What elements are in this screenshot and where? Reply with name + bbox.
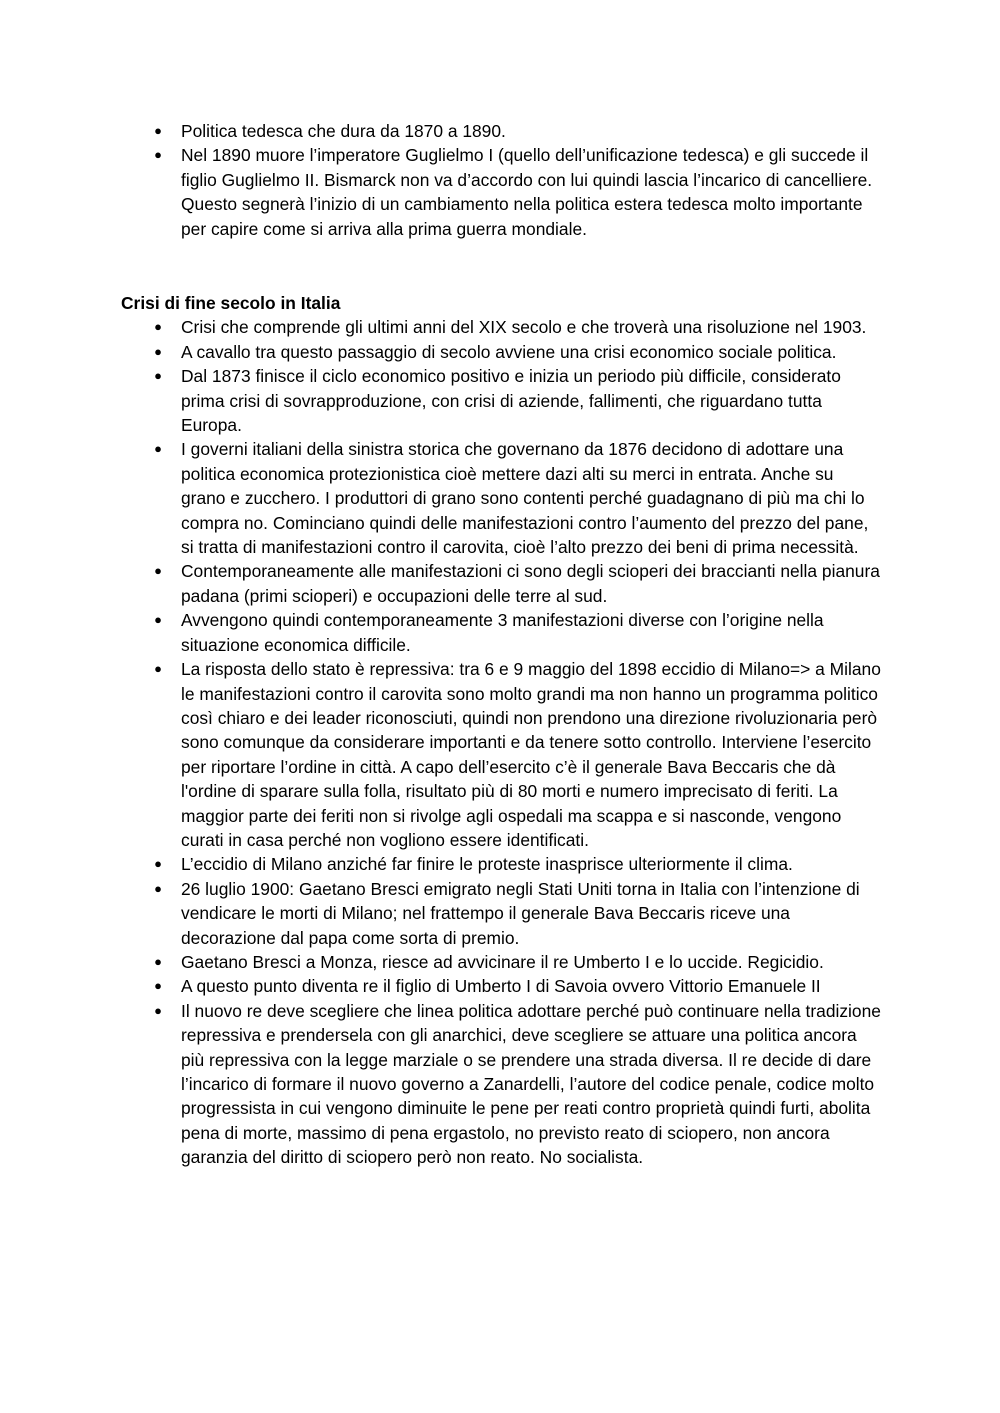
bullet-icon: ● — [154, 343, 162, 359]
section-heading: Crisi di fine secolo in Italia — [121, 293, 341, 313]
list-item-text: A questo punto diventa re il figlio di Umberto I di Savoia ovvero Vittorio Emanuele II — [181, 976, 821, 997]
list-item — [154, 852, 881, 876]
bullet-icon: ● — [154, 147, 162, 163]
list-item — [154, 559, 881, 608]
list-item-text: La risposta dello stato è repressiva: tra 6 e 9 maggio del 1898 eccidio di Milano=> a Milano le manifestazioni contro il carovita sono molto grandi ma non hanno un programma politico così chiaro e dei leader riconosciuti, quindi non prendono una direzione rivoluzionaria però sono comunque da considerare importanti e da tenere sotto controllo. Interviene l’esercito per riportare l’ordine in città. A capo dell’esercito c’è il generale Bava Beccaris che dà l'ordine di sparare sulla folla, risultato più di 80 morti e numero imprecisato di feriti. La maggior parte dei feriti non si rivolge agli ospedali ma scappa e si nasconde, vengono curati in casa perché non vogliono essere identificati. — [181, 659, 881, 850]
intro-block — [0, 119, 1000, 241]
list-item — [154, 974, 881, 998]
list-item-text: I governi italiani della sinistra storica che governano da 1876 decidono di adottare una politica economica protezionistica cioè mettere dazi alti su merci in entrata. Anche su grano e zucchero. I produttori di grano sono contenti perché guadagnano di più ma chi lo compra no. Cominciano quindi delle manifestazioni contro l’aumento del prezzo del pane, si tratta di manifestazioni contro il carovita, cioè l’alto prezzo dei beni di prima necessità. — [181, 439, 869, 558]
list-item-text: Contemporaneamente alle manifestazioni ci sono degli scioperi dei braccianti nella pianura padana (primi scioperi) e occupazioni delle terre al sud. — [181, 561, 880, 606]
bullet-icon: ● — [154, 978, 162, 994]
bullet-icon: ● — [154, 368, 162, 384]
list-item-text: A cavallo tra questo passaggio di secolo avviene una crisi economico sociale politica. — [181, 341, 837, 362]
bullet-icon: ● — [154, 319, 162, 335]
list-item-text: Gaetano Bresci a Monza, riesce ad avvicinare il re Umberto I e lo uccide. Regicidio. — [181, 951, 824, 972]
bullet-icon: ● — [154, 1002, 162, 1018]
bullet-icon: ● — [154, 880, 162, 896]
bullet-icon: ● — [154, 856, 162, 872]
section-crisi — [0, 291, 1000, 1170]
list-item-text: Nel 1890 muore l’imperatore Guglielmo I (quello dell’unificazione tedesca) e gli succede il figlio Guglielmo II. Bismarck non va d’accordo con lui quindi lascia l’incarico di cancelliere. Questo segnerà l’inizio di un cambiamento nella politica estera tedesca molto importante per capire come si arriva alla prima guerra mondiale. — [181, 145, 873, 239]
list-item — [154, 340, 881, 364]
bullet-icon: ● — [154, 612, 162, 628]
bullet-icon: ● — [154, 953, 162, 969]
bullet-icon: ● — [154, 563, 162, 579]
list-item-text: Il nuovo re deve scegliere che linea politica adottare perché può continuare nella tradizione repressiva e prendersela con gli anarchici, deve scegliere se attuare una politica ancora più repressiva con la legge marziale o se prendere una strada diversa. Il re decide di dare l’incarico di formare il nuovo governo a Zanardelli, l’autore del codice penale, codice molto progressista in cui vengono diminuite le pene per reati contro proprietà quindi furti, abolita pena di morte, massimo di pena ergastolo, no previsto reato di sciopero, non ancora garanzia del diritto di sciopero però non reato. No socialista. — [181, 1000, 881, 1168]
list-item — [154, 999, 881, 1170]
list-item-text: L’eccidio di Milano anziché far finire le proteste inasprisce ulteriormente il clima. — [181, 854, 793, 875]
bullet-icon: ● — [154, 661, 162, 677]
list-item — [154, 119, 881, 143]
list-item — [154, 608, 881, 657]
list-item — [154, 877, 881, 950]
list-item — [154, 437, 881, 559]
list-item — [154, 315, 881, 339]
bullet-icon: ● — [154, 123, 162, 138]
list-item-text: 26 luglio 1900: Gaetano Bresci emigrato negli Stati Uniti torna in Italia con l’intenzione di vendicare le morti di Milano; nel frattempo il generale Bava Beccaris riceve una decorazione dal papa come sorta di premio. — [181, 878, 860, 948]
section-bullet-list — [0, 315, 1000, 1169]
list-item — [154, 143, 881, 241]
intro-bullet-list — [0, 119, 1000, 241]
list-item — [154, 657, 881, 852]
list-item-text: Dal 1873 finisce il ciclo economico positivo e inizia un periodo più difficile, considerato prima crisi di sovrapproduzione, con crisi di aziende, fallimenti, che riguardano tutta Europa. — [181, 366, 841, 436]
list-item — [154, 364, 881, 437]
list-item-text: Politica tedesca che dura da 1870 a 1890. — [181, 121, 506, 141]
list-item-text: Crisi che comprende gli ultimi anni del XIX secolo e che troverà una risoluzione nel 1903. — [181, 317, 867, 338]
bullet-icon: ● — [154, 441, 162, 457]
list-item — [154, 950, 881, 974]
list-item-text: Avvengono quindi contemporaneamente 3 manifestazioni diverse con l’origine nella situazione economica difficile. — [181, 610, 824, 655]
